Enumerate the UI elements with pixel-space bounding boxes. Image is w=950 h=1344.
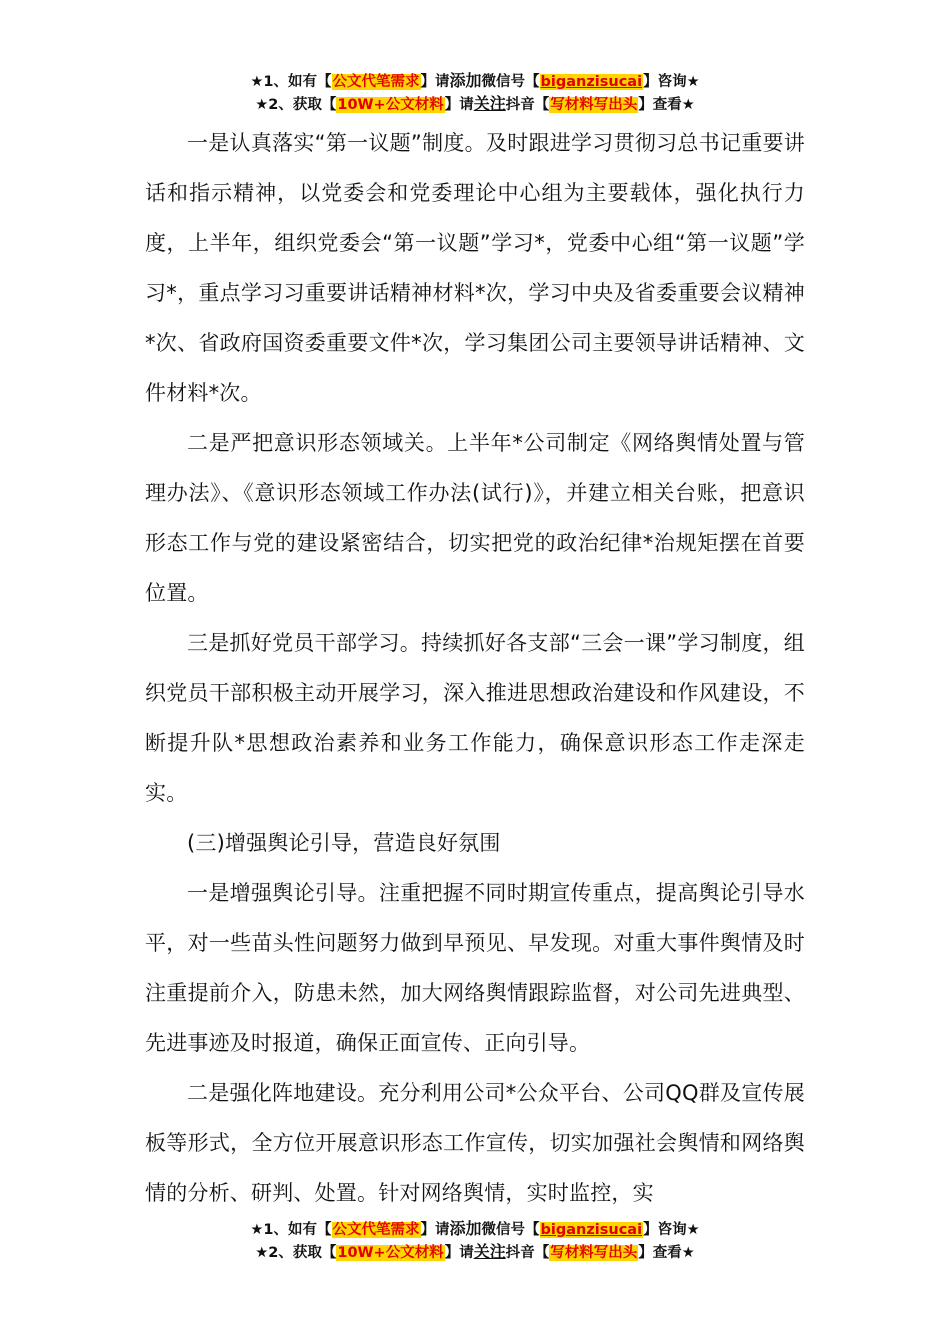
banner-text: 】请 [420,1222,450,1238]
banner-emphasis: 关注 [473,94,506,113]
banner-text: 抖音【 [505,97,550,113]
douyin-account-highlight[interactable]: 写材料写出头 [550,97,638,113]
banner-text: 】请 [420,74,450,90]
banner-text: 】请 [444,97,474,113]
banner-highlight: 10W+公文材料 [337,97,444,113]
banner-text: 抖音【 [505,1245,550,1261]
banner-text: ★1、如有【 [250,74,332,90]
paragraph: 一是认真落实“第一议题”制度。及时跟进学习贯彻习总书记重要讲话和指示精神，以党委会和党委理论中心组为主要载体，强化执行力度，上半年，组织党委会“第一议题”学习*，党委中心组“第一议题”学习*，重点学习习重要讲话精神材料*次，学习中央及省委重要会议精神*次、省政府国资委重要文件*次，学习集团公司主要领导讲话精神、文件材料*次。 [145,131,805,405]
banner-highlight: 公文代笔需求 [332,1222,420,1238]
banner-text: 】查看★ [638,1245,695,1261]
banner-text: ★1、如有【 [250,1222,332,1238]
paragraph: 一是增强舆论引导。注重把握不同时期宣传重点，提高舆论引导水平，对一些苗头性问题努力做到早预见、早发现。对重大事件舆情及时注重提前介入，防患未然，加大网络舆情跟踪监督，对公司先进典型、先进事迹及时报道，确保正面宣传、正向引导。 [145,881,805,1055]
banner-text: 】咨询★ [643,74,700,90]
wechat-id-link[interactable]: biganzisucai [540,1222,643,1238]
banner-text: 】请 [444,1245,474,1261]
banner-line-1 [0,1217,950,1240]
banner-line-1 [0,69,950,92]
douyin-account-highlight[interactable]: 写材料写出头 [550,1245,638,1261]
banner-text: ★2、获取【 [255,1245,337,1261]
banner-line-2 [0,1240,950,1263]
banner-highlight: 10W+公文材料 [337,1245,444,1261]
paragraph: 二是严把意识形态领域关。上半年*公司制定《网络舆情处置与管理办法》、《意识形态领域工作办法(试行)》，并建立相关台账，把意识形态工作与党的建设紧密结合，切实把党的政治纪律*治规矩摆在首要位置。 [145,431,805,605]
banner-text: ★2、获取【 [255,97,337,113]
banner-emphasis: 添加 [449,1219,482,1238]
wechat-id-link[interactable]: biganzisucai [540,74,643,90]
section-heading: (三)增强舆论引导，营造良好氛围 [187,831,501,855]
banner-text: 微信号【 [481,74,540,90]
footer-banner [0,1217,950,1263]
header-banner [0,69,950,115]
paragraph: 二是强化阵地建设。充分利用公司*公众平台、公司QQ群及宣传展板等形式，全方位开展意识形态工作宣传，切实加强社会舆情和网络舆情的分析、研判、处置。针对网络舆情，实时监控，实 [145,1081,805,1205]
banner-highlight: 公文代笔需求 [332,74,420,90]
banner-line-2 [0,92,950,115]
banner-text: 微信号【 [481,1222,540,1238]
document-body [145,118,805,1218]
banner-text: 】咨询★ [643,1222,700,1238]
banner-emphasis: 添加 [449,71,482,90]
banner-emphasis: 关注 [473,1242,506,1261]
banner-text: 】查看★ [638,97,695,113]
paragraph: 三是抓好党员干部学习。持续抓好各支部“三会一课”学习制度，组织党员干部积极主动开展学习，深入推进思想政治建设和作风建设，不断提升队*思想政治素养和业务工作能力，确保意识形态工作走深走实。 [145,631,805,805]
